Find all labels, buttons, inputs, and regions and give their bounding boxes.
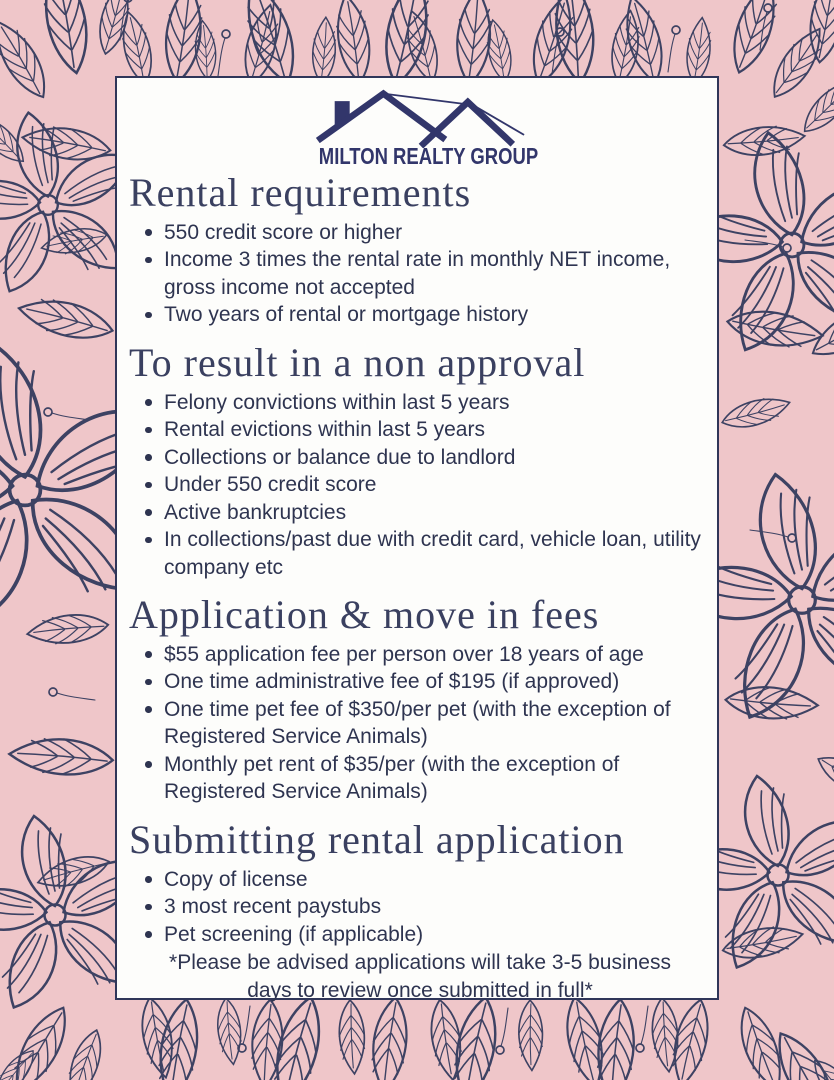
footnote-line-1: *Please be advised applications will take 3-5 business — [169, 951, 671, 975]
bullet-item — [143, 893, 711, 921]
logo-text: MILTON REALTY GROUP — [318, 144, 539, 170]
bullet-dot-icon — [145, 931, 152, 938]
bullet-item — [143, 301, 711, 329]
section-heading: To result in a non approval — [129, 339, 586, 385]
bullet-dot-icon — [145, 876, 152, 883]
bullet-text: Copy of license — [164, 867, 308, 891]
section — [129, 593, 711, 806]
bullet-dot-icon — [145, 454, 152, 461]
bullet-text: Monthly pet rent of $35/per (with the exception of Registered Service Animals) — [164, 752, 620, 804]
bullet-text: Income 3 times the rental rate in monthly NET income, gross income not accepted — [164, 248, 671, 299]
bullet-item — [143, 696, 711, 751]
bullet-dot-icon — [145, 482, 152, 489]
bullet-dot-icon — [145, 537, 152, 544]
section-heading: Submitting rental application — [129, 816, 625, 862]
bullet-dot-icon — [145, 399, 152, 406]
section-heading: Application & move in fees — [129, 592, 600, 638]
bullet-item — [143, 668, 711, 696]
bullet-list — [129, 389, 711, 582]
bullet-item — [143, 751, 711, 806]
flyer-card — [115, 76, 719, 1000]
bullet-list — [129, 641, 711, 806]
bullet-list — [129, 866, 711, 949]
bullet-dot-icon — [145, 679, 152, 686]
bullet-item — [143, 219, 711, 247]
bullet-dot-icon — [145, 257, 152, 264]
house-rooflines-icon — [305, 88, 535, 148]
bullet-text: One time administrative fee of $195 (if approved) — [164, 670, 620, 694]
sections-container — [129, 171, 711, 948]
section — [129, 171, 711, 329]
section — [129, 818, 711, 948]
bullet-item — [143, 246, 711, 301]
bullet-text: Pet screening (if applicable) — [164, 922, 424, 946]
bullet-text: 550 credit score or higher — [164, 220, 403, 244]
bullet-item — [143, 866, 711, 894]
bullet-item — [143, 389, 711, 417]
logo-milton-realty-group — [305, 88, 539, 170]
bullet-item — [143, 921, 711, 949]
bullet-list — [129, 219, 711, 329]
bullet-item — [143, 444, 711, 472]
bullet-dot-icon — [145, 651, 152, 658]
footnote-line-2: days to review once submitted in full* — [247, 978, 593, 1002]
bullet-text: One time pet fee of $350/per pet (with the exception of Registered Service Animals) — [164, 697, 671, 749]
section-heading: Rental requirements — [129, 170, 472, 215]
bullet-text: Active bankruptcies — [164, 500, 347, 524]
bullet-dot-icon — [145, 706, 152, 713]
bullet-dot-icon — [145, 509, 152, 516]
bullet-text: Collections or balance due to landlord — [164, 445, 516, 469]
bullet-dot-icon — [145, 427, 152, 434]
bullet-text: 3 most recent paystubs — [164, 895, 382, 919]
bullet-item — [143, 526, 711, 581]
bullet-dot-icon — [145, 761, 152, 768]
bullet-text: Felony convictions within last 5 years — [164, 390, 510, 414]
bullet-item — [143, 416, 711, 444]
bullet-dot-icon — [145, 312, 152, 319]
section — [129, 341, 711, 581]
bullet-item — [143, 471, 711, 499]
bullet-item — [143, 641, 711, 669]
bullet-item — [143, 499, 711, 527]
bullet-text: In collections/past due with credit card, vehicle loan, utility company etc — [164, 528, 701, 579]
bullet-dot-icon — [145, 229, 152, 236]
footnote — [129, 949, 711, 1004]
bullet-text: $55 application fee per person over 18 years of age — [164, 642, 644, 666]
bullet-text: Rental evictions within last 5 years — [164, 418, 485, 442]
bullet-text: Two years of rental or mortgage history — [164, 303, 529, 327]
bullet-dot-icon — [145, 904, 152, 911]
bullet-text: Under 550 credit score — [164, 473, 377, 497]
